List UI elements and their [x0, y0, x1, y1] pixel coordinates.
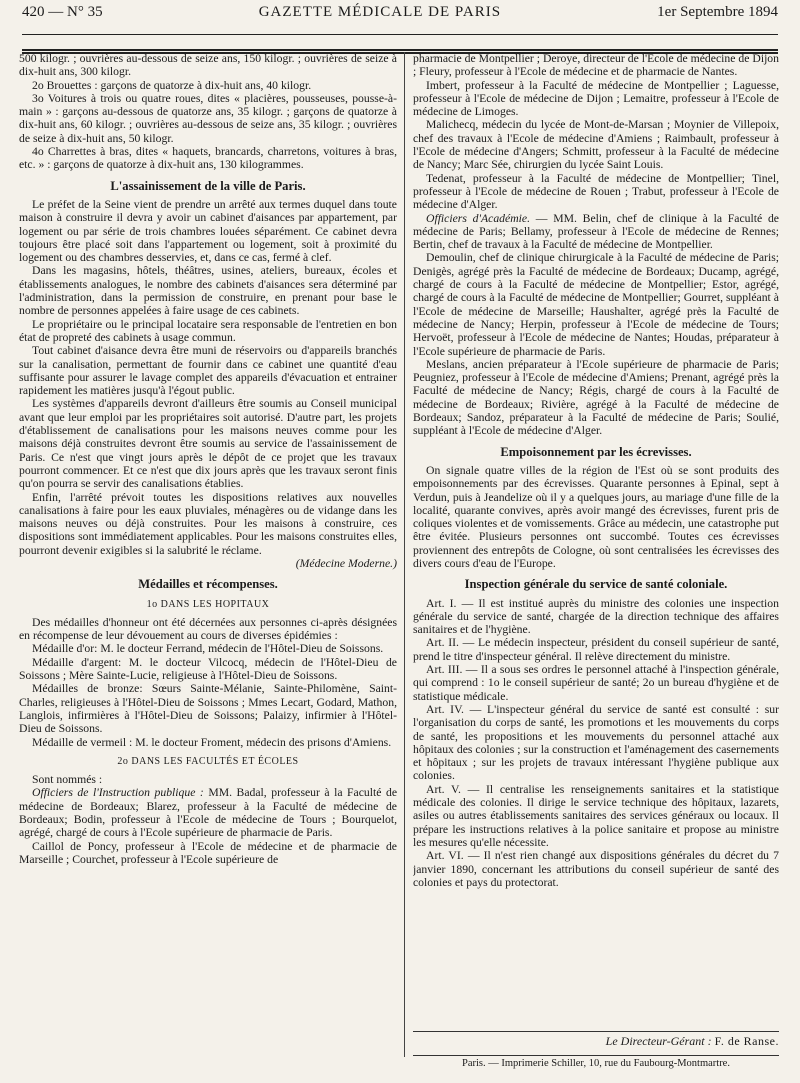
article: Art. V. — Il centralise les renseignements sanitaires et la statistique médicale des colonies. Il dirige le service technique des hôpitaux, lazarets, asiles ou autres établissements sanitaires des services généraux ou locaux. Il prépare les instructions relatives à la police sanitaire et propose au ministre les mesures qu'elle nécessite. — [413, 782, 779, 849]
paragraph: Médaille de vermeil : M. le docteur Froment, médecin des prisons d'Amiens. — [32, 735, 392, 749]
paragraph: 3o Voitures à trois ou quatre roues, dites « placières, pousseuses, pousse-à-main » : garçons au-dessous de quatorze ans, 35 kilogr. ; garçons de quatorze à dix-huit ans, 60 kilogr. ; ouvrières au-dessous de seize ans, 35 kilogr. ; ouvrières de seize à dix-huit ans, 50 kilogr. — [19, 91, 397, 145]
paragraph: Le préfet de la Seine vient de prendre un arrêté aux termes duquel dans toute maison à construire il devra y avoir un cabinet d'aisances par appartement, par logement ou par série de trois chambres louées séparément. Ce cabinet devra toujours être placé soit dans l'appartement ou logement, soit à proximité du logement ou des chambres desservies, et, dans ce cas, fermé à clef. — [19, 197, 397, 265]
paragraph-text: MM. Badal, professeur à la Faculté de médecine de Bordeaux; Blarez, professeur à la Faculté de médecine de Bordeaux; Bodin, professeur à l'Ecole de médecine de Tours ; Bourquelot, agrégé, chargé de cours à l'Ecole supérieure de pharmacie de Paris. — [19, 786, 397, 840]
issue-date: 1er Septembre 1894 — [657, 4, 778, 20]
paragraph: Le propriétaire ou le principal locataire sera responsable de l'entretien en bon état de propreté des cabinets à usage commun. — [19, 317, 397, 344]
paragraph — [19, 786, 397, 839]
paragraph: Caillol de Poncy, professeur à l'Ecole de médecine et de pharmacie de Marseille ; Courchet, professeur à l'Ecole supérieure de — [19, 839, 397, 866]
paragraph: Médaille d'argent: M. le docteur Vilcocq, médecin de l'Hôtel-Dieu de Soissons ; Mère Sainte-Lucie, religieuse à l'Hôtel-Dieu de Soissons. — [19, 655, 397, 683]
italic-lead: Officiers de l'Instruction publique : — [32, 786, 204, 800]
left-column — [19, 52, 397, 1072]
article: Art. IV. — L'inspecteur général du service de santé est consulté : sur l'organisation du corps de santé, les promotions et les mouvements du corps de santé, les propositions et les mouvements du personnel attaché aux hôpitaux des colonies ; sur la construction et l'aménagement des casernements et hôpitaux ; sur les projets de travaux intéressant l'hygiène publique aux colonies. — [413, 702, 779, 783]
paragraph: Enfin, l'arrêté prévoit toutes les dispositions relatives aux nouvelles canalisations à faire pour les eaux pluviales, ménagères ou de vidange dans les maisons neuves ou déjà construites. Pour les maisons à construire, ces dispositions sont immédiatement applicables. Pour les maisons construites elles, pourront devenir exigibles si la salubrité le réclame. — [19, 490, 397, 557]
header-rule — [22, 34, 778, 54]
article: Art. II. — Le médecin inspecteur, président du conseil supérieur de santé, prend le titre d'inspecteur général. Il relève directement du ministre. — [413, 636, 779, 663]
source-citation: (Médecine Moderne.) — [295, 556, 397, 570]
paragraph: Médaille d'or: M. le docteur Ferrand, médecin de l'Hôtel-Dieu de Soissons. — [32, 642, 384, 656]
paragraph: 2o Brouettes : garçons de quatorze à dix-huit ans, 40 kilogr. — [32, 78, 312, 92]
paragraph: Des médailles d'honneur ont été décernées aux personnes ci-après désignées en récompense de leur dévouement au cours de diverses épidémies : — [19, 615, 397, 643]
paragraph: pharmacie de Montpellier ; Deroye, directeur de l'Ecole de médecine de Dijon ; Fleury, professeur à l'Ecole de médecine et de pharmacie de Nantes. — [413, 52, 779, 79]
printer-imprint: Paris. — Imprimerie Schiller, 10, rue du Faubourg-Montmartre. — [413, 1055, 779, 1069]
article: Art. VI. — Il n'est rien changé aux dispositions générales du décret du 7 janvier 1890, concernant les attributions du conseil supérieur de santé des colonies et pays du protectorat. — [413, 849, 779, 889]
section-heading-medailles: Médailles et récompenses. — [138, 577, 278, 592]
subheading-hopitaux: 1o DANS LES HOPITAUX — [146, 598, 270, 610]
journal-title: GAZETTE MÉDICALE DE PARIS — [258, 4, 502, 20]
paragraph: 500 kilogr. ; ouvrières au-dessous de seize ans, 150 kilogr. ; ouvrières de seize à dix-huit ans, 300 kilogr. — [19, 52, 397, 79]
section-heading-inspection: Inspection générale du service de santé coloniale. — [464, 577, 728, 592]
paragraph: Médailles de bronze: Sœurs Sainte-Mélanie, Sainte-Philomène, Saint-Charles, religieuses à l'Hôtel-Dieu de Soissons ; Mmes Lecart, Godard, Mathon, Langlois, infirmières à l'Hôtel-Dieu de Soissons; Palaizy, infirmier à l'Hôtel-Dieu de Soissons. — [19, 682, 397, 736]
signature-name: F. de Ranse. — [714, 1034, 779, 1048]
paragraph: On signale quatre villes de la région de l'Est où se sont produits des empoisonnements par des écrevisses. Quarante personnes à Epinal, sept à Verdun, puis à Jeandelize où il y a quelques jours, au mariage d'une fille de la localité, quarante convives, après avoir mangé des écrevisses, furent pris de coliques violentes et de vomissements. Grâce au médecin, une catastrophe put être évitée. Plusieurs personnes ont succombé. Toutes ces écrevisses proviennent des entrepôts de Cologne, où sont centralisées les écrevisses des divers cours d'eau de l'Europe. — [413, 463, 779, 570]
paragraph: Les systèmes d'appareils devront d'ailleurs être soumis au Conseil municipal avant que leur emploi par les propriétaires soit autorisé. D'autre part, les projets d'établissement de canalisations pour les maisons neuves comme pour les maisons déjà construites devront être soumis au service de l'assainissement de Paris. Ce n'est que vingt jours après le dépôt de ce projet que les travaux pourront commencer. Et ce n'est que dix jours après que les travaux seront finis qu'on pourra se servir des canalisations établies. — [19, 397, 397, 491]
paragraph: Dans les magasins, hôtels, théâtres, usines, ateliers, bureaux, écoles et établissements analogues, le nombre des cabinets d'aisances sera déterminé par l'administration, dans la permission de construire, en prenant pour base le nombre de personnes appelées à faire usage de ces cabinets. — [19, 264, 397, 318]
column-divider — [404, 52, 405, 1057]
paragraph — [413, 212, 779, 252]
section-heading-assainissement: L'assainissement de la ville de Paris. — [110, 178, 306, 193]
subheading-facultes: 2o DANS LES FACULTÉS ET ÉCOLES — [117, 755, 299, 767]
italic-lead: Officiers d'Académie. — [426, 211, 530, 225]
director-signature — [413, 1031, 779, 1050]
signature-label: Le Directeur-Gérant : — [605, 1034, 715, 1048]
page-header — [22, 4, 778, 26]
paragraph: Malichecq, médecin du lycée de Mont-de-Marsan ; Moynier de Villepoix, chef des travaux à l'Ecole de médecine d'Amiens ; Raimbault, professeur à l'Ecole de médecine d'Angers; Schmitt, professeur à la Faculté de médecine de Nancy; Marc Sée, chirurgien du lycée Saint Louis. — [413, 118, 779, 172]
paragraph: Meslans, ancien préparateur à l'Ecole supérieure de pharmacie de Paris; Peugniez, professeur à l'Ecole de médecine d'Amiens; Prenant, agrégé près la Faculté de médecine de Nancy; Régis, chargé de cours à la Faculté de médecine de Bordeaux; Rivière, agrégé à la Faculté de médecine de Bordeaux; Sandoz, préparateur à la Faculté de médecine de Paris; Soulié, suppléant à l'Ecole de médecine d'Alger. — [413, 357, 779, 438]
paragraph: Imbert, professeur à la Faculté de médecine de Montpellier ; Laguesse, professeur à l'Ecole de médecine de Dijon ; Lemaitre, professeur à l'Ecole de médecine de Limoges. — [413, 78, 779, 119]
section-heading-empoisonnement: Empoisonnement par les écrevisses. — [500, 444, 692, 459]
paragraph: Tedenat, professeur à la Faculté de médecine de Montpellier; Tinel, professeur à l'Ecole de médecine de Rouen ; Trabut, professeur à l'Ecole de médecine d'Alger. — [413, 171, 779, 212]
page-number: 420 — N° 35 — [22, 4, 103, 20]
paragraph: Demoulin, chef de clinique chirurgicale à la Faculté de médecine de Paris; Denigès, agrégé près la Faculté de médecine de Bordeaux; Ducamp, agrégé, chargé de cours à la Faculté de médecine de Montpellier; Estor, agrégé, chargé de cours à la Faculté de médecine de Montpellier; Gourret, suppléant à l'Ecole de médecine de Marseille; Haushalter, agrégé près la Faculté de médecine de Nancy; Herpin, professeur à l'Ecole de médecine de Tours; Hervoët, professeur à l'Ecole de médecine de Nantes; Houdas, préparateur à l'Ecole supérieure de pharmacie de Paris. — [413, 251, 779, 358]
paragraph: 4o Charrettes à bras, dites « haquets, brancards, charretons, voitures à bras, etc. » : garçons de quatorze à dix-huit ans, 130 kilogrammes. — [19, 145, 397, 172]
right-column — [413, 52, 779, 1082]
article: Art. I. — Il est institué auprès du ministre des colonies une inspection générale du service de santé, chargée de la direction technique des affaires sanitaires et de l'hygiène. — [413, 596, 779, 637]
article: Art. III. — Il a sous ses ordres le personnel attaché à l'inspection générale, qui comprend : 1o le conseil supérieur de santé; 2o un bureau d'hygiène et de statistique médicale. — [413, 663, 779, 703]
paragraph: Sont nommés : — [32, 773, 103, 787]
paragraph-text: — MM. Belin, chef de clinique à la Faculté de médecine de Paris; Bellamy, professeur à l'Ecole de médecine de Rennes; Bertin, chef de travaux à la Faculté de médecine de Montpellier. — [413, 211, 779, 252]
paragraph: Tout cabinet d'aisance devra être muni de réservoirs ou d'appareils branchés sur la canalisation, permettant de fournir dans ce cabinet une quantité d'eau suffisante pour assurer le lavage complet des appareils d'évacuation et entrainer rapidement les matières jusqu'à l'égout public. — [19, 344, 397, 398]
